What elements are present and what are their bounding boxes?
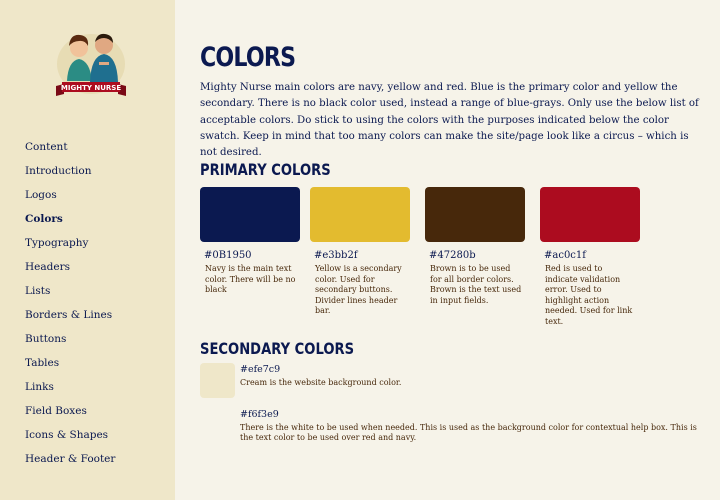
- primary-swatch-red-card: [540, 187, 640, 327]
- sidebar-nav: [25, 140, 115, 476]
- mighty-nurse-logo[interactable]: [52, 26, 130, 104]
- sidebar-item-borders-lines[interactable]: Borders & Lines: [25, 309, 113, 321]
- swatch-hex: #47280b: [429, 250, 476, 261]
- swatch-hex: #ac0c1f: [544, 250, 586, 261]
- swatch-hex: #f6f3e9: [240, 409, 279, 420]
- color-swatch-navy: [200, 187, 300, 242]
- swatch-hex: #e3bb2f: [314, 250, 358, 261]
- sidebar-item-icons-shapes[interactable]: Icons & Shapes: [25, 429, 109, 441]
- secondary-colors-heading: SECONDARY COLORS: [200, 339, 355, 358]
- swatch-description: There is the white to be used when needed. This is used as the background color for contextual help box. This is the text color to be used over red and navy.: [240, 423, 697, 442]
- swatch-description: Yellow is a secondary color. Used for secondary buttons. Divider lines header bar.: [315, 264, 402, 315]
- sidebar-item-logos[interactable]: Logos: [25, 189, 57, 201]
- sidebar-item-field-boxes[interactable]: Field Boxes: [25, 405, 87, 417]
- sidebar-item-content[interactable]: Content: [25, 141, 68, 153]
- swatch-description: Red is used to indicate validation error. Used to highlight action needed. Used for link text.: [545, 264, 633, 326]
- color-swatch-white: [200, 408, 235, 443]
- swatch-hex: #efe7c9: [240, 364, 281, 375]
- color-swatch-red: [540, 187, 640, 242]
- color-swatch-cream: [200, 363, 235, 398]
- swatch-description: Cream is the website background color.: [240, 378, 402, 387]
- intro-paragraph: Mighty Nurse main colors are navy, yellow and red. Blue is the primary color and yellow the secondary. There is no black color used, instead a range of blue-grays. Only use the below list of acceptable colors. Do stick to using the colors with the purposes indicated below the color swatch. Keep in mind that too many colors can make the site/page look like a circus – which is not desired.: [200, 82, 699, 159]
- primary-swatch-yellow-card: [310, 187, 410, 317]
- sidebar-item-headers[interactable]: Headers: [25, 261, 70, 273]
- primary-swatch-brown-card: [425, 187, 525, 306]
- sidebar-item-tables[interactable]: Tables: [25, 357, 60, 369]
- swatch-description: Brown is to be used for all border colors. Brown is the text used in input fields.: [430, 264, 522, 305]
- sidebar-item-colors[interactable]: Colors: [25, 213, 63, 225]
- sidebar-item-header-footer[interactable]: Header & Footer: [25, 453, 116, 465]
- color-swatch-brown: [425, 187, 525, 242]
- swatch-hex: #0B1950: [204, 250, 252, 261]
- primary-swatch-navy-card: [200, 187, 300, 296]
- color-swatch-yellow: [310, 187, 410, 242]
- swatch-description: Navy is the main text color. There will be no black: [205, 264, 296, 294]
- svg-text:MIGHTY NURSE: MIGHTY NURSE: [60, 84, 122, 92]
- sidebar: [0, 0, 175, 500]
- sidebar-item-links[interactable]: Links: [25, 381, 54, 393]
- sidebar-item-introduction[interactable]: Introduction: [25, 165, 92, 177]
- page-title: COLORS: [200, 42, 296, 73]
- sidebar-item-lists[interactable]: Lists: [25, 285, 51, 297]
- sidebar-item-buttons[interactable]: Buttons: [25, 333, 67, 345]
- sidebar-item-typography[interactable]: Typography: [25, 237, 89, 249]
- primary-colors-heading: PRIMARY COLORS: [200, 160, 331, 179]
